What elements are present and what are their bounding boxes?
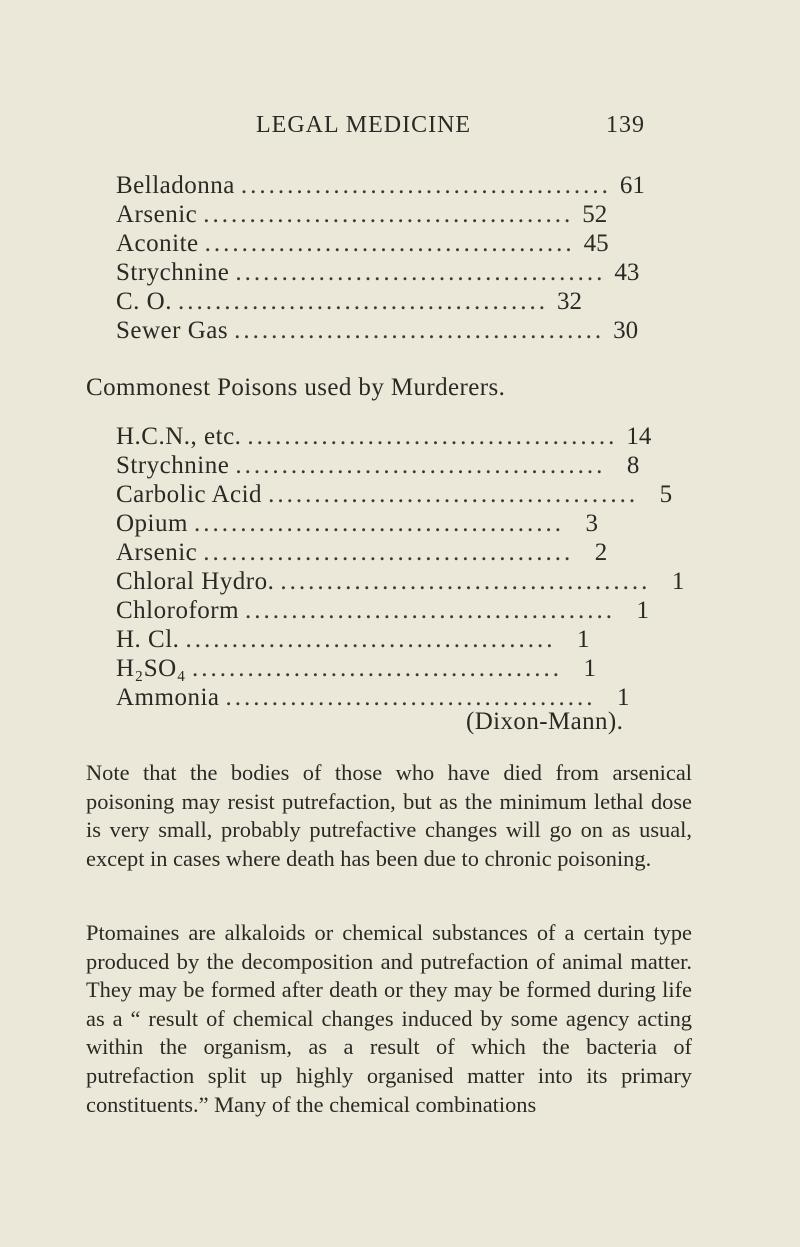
- leader-dots: ........................................: [191, 655, 562, 682]
- poison-name: Arsenic: [116, 201, 198, 228]
- poison-name: H.C.N., etc.: [116, 423, 242, 450]
- section-heading: Commonest Poisons used by Murderers.: [86, 374, 506, 401]
- case-count: 45: [583, 230, 609, 257]
- poison-name: Arsenic: [116, 539, 198, 566]
- table-row: [116, 625, 590, 654]
- case-count: 32: [556, 288, 582, 315]
- poison-name: Strychnine: [116, 452, 230, 479]
- poison-table-top: [116, 171, 645, 345]
- case-count: 61: [619, 172, 645, 199]
- poison-name: H. Cl.: [116, 626, 180, 653]
- poison-name: Aconite: [116, 230, 199, 257]
- running-title: LEGAL MEDICINE: [256, 112, 472, 138]
- poison-name: H₂SO₄: [116, 655, 186, 682]
- leader-dots: ........................................: [235, 452, 606, 479]
- paragraph-arsenic-note: Note that the bodies of those who have died from arsenical poisoning may resist putrefaction, but as the minimum lethal dose is very small, probably putrefactive changes will go on as usual, except in cases where death has been due to chronic poisoning.: [86, 760, 692, 871]
- table-row: [116, 258, 640, 287]
- leader-dots: ........................................: [235, 259, 606, 286]
- table-row: [116, 567, 685, 596]
- leader-dots: ........................................: [203, 201, 574, 228]
- table-row: [116, 538, 608, 567]
- case-count: 1: [636, 597, 650, 624]
- case-count: 3: [585, 510, 598, 537]
- paragraph-ptomaines: Ptomaines are alkaloids or chemical substances of a certain type produced by the decomposition and putrefaction of animal matter. They may be formed after death or they may be formed during life as a “ result of chemical changes induced by some agency acting within the organism, as a result of which the bacteria of putrefaction split up highly organised matter into its primary constituents.” Many of the chemical combinations: [86, 920, 692, 1117]
- poison-name: Chloroform: [116, 597, 240, 624]
- poison-name: Belladonna: [116, 172, 235, 199]
- case-count: 52: [582, 201, 608, 228]
- case-count: 14: [626, 423, 652, 450]
- table-row: [116, 287, 582, 316]
- case-count: 5: [659, 481, 673, 508]
- table-row: [116, 316, 639, 345]
- table-row: [116, 596, 650, 625]
- poison-name: Sewer Gas: [116, 317, 229, 344]
- source-credit: (Dixon-Mann).: [466, 708, 624, 735]
- poison-name: C. O.: [116, 288, 172, 315]
- case-count: 1: [583, 655, 596, 682]
- leader-dots: ........................................: [185, 626, 556, 653]
- case-count: 8: [626, 452, 640, 479]
- table-row: [116, 480, 673, 509]
- leader-dots: ........................................: [225, 684, 596, 711]
- case-count: 43: [614, 259, 640, 286]
- case-count: 1: [671, 568, 685, 595]
- page-number: 139: [606, 112, 645, 138]
- table-row: [116, 451, 640, 480]
- leader-dots: ........................................: [204, 230, 575, 257]
- leader-dots: ........................................: [280, 568, 651, 595]
- case-count: 1: [576, 626, 590, 653]
- table-row: [116, 171, 645, 200]
- table-row: [116, 200, 608, 229]
- poison-name: Opium: [116, 510, 188, 537]
- table-row: [116, 654, 596, 683]
- poison-name: Chloral Hydro.: [116, 568, 275, 595]
- leader-dots: ........................................: [247, 423, 618, 450]
- poison-name: Carbolic Acid: [116, 481, 263, 508]
- leader-dots: ........................................: [268, 481, 639, 508]
- running-head: [0, 112, 800, 142]
- case-count: 30: [613, 317, 639, 344]
- leader-dots: ........................................: [203, 539, 574, 566]
- table-row: [116, 229, 609, 258]
- poison-name: Ammonia: [116, 684, 220, 711]
- leader-dots: ........................................: [240, 172, 611, 199]
- poison-name: Strychnine: [116, 259, 230, 286]
- poison-table-murderers: [116, 422, 685, 712]
- table-row: [116, 509, 598, 538]
- case-count: 2: [594, 539, 608, 566]
- leader-dots: ........................................: [245, 597, 616, 624]
- table-row: [116, 422, 652, 451]
- leader-dots: ........................................: [177, 288, 548, 315]
- leader-dots: ........................................: [193, 510, 564, 537]
- leader-dots: ........................................: [234, 317, 605, 344]
- case-count: 1: [617, 684, 630, 711]
